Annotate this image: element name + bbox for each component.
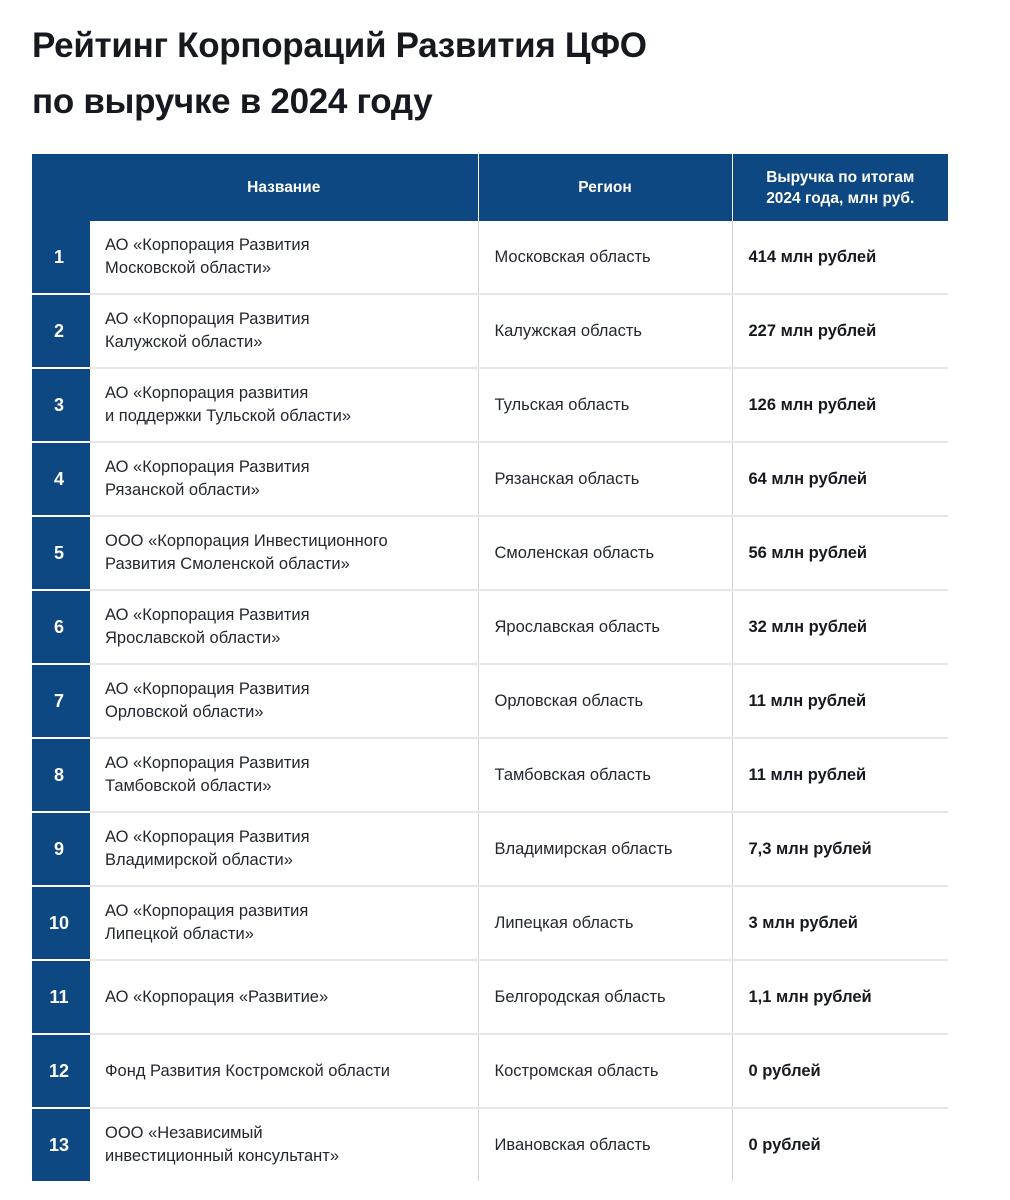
header-region: Регион [478,154,732,221]
name-cell [90,960,478,1034]
region-cell: Калужская область [478,294,732,368]
name-cell [90,294,478,368]
revenue-cell: 7,3 млн рублей [732,812,948,886]
header-revenue-line-1: Выручка по итогам [766,168,915,186]
rank-cell: 2 [32,294,90,368]
rank-cell: 11 [32,960,90,1034]
name-line-1: ООО «Независимый [105,1124,263,1142]
name-line-1: АО «Корпорация развития [105,902,309,920]
name-line-2: Рязанской области» [105,481,260,499]
name-line-1: АО «Корпорация Развития [105,310,310,328]
header-revenue [732,154,948,221]
revenue-cell: 32 млн рублей [732,590,948,664]
table-row [32,1108,948,1181]
name-line-1: АО «Корпорация Развития [105,236,310,254]
revenue-cell: 126 млн рублей [732,368,948,442]
revenue-cell: 56 млн рублей [732,516,948,590]
region-cell: Московская область [478,221,732,294]
table-header-row [32,154,948,221]
revenue-cell: 64 млн рублей [732,442,948,516]
name-cell [90,221,478,294]
region-cell: Владимирская область [478,812,732,886]
name-line-1: АО «Корпорация Развития [105,828,310,846]
page-title-line-2: по выручке в 2024 году [32,82,433,121]
table-row [32,221,948,294]
table-header [32,154,948,221]
revenue-cell: 227 млн рублей [732,294,948,368]
name-line-1: АО «Корпорация «Развитие» [105,987,329,1006]
region-cell: Тамбовская область [478,738,732,812]
rank-cell: 1 [32,221,90,294]
rank-cell: 3 [32,368,90,442]
table-row [32,442,948,516]
rank-cell: 13 [32,1108,90,1181]
rank-cell: 4 [32,442,90,516]
header-rank [32,154,90,221]
name-line-1: ООО «Корпорация Инвестиционного [105,532,388,550]
table-row [32,1034,948,1108]
revenue-cell: 0 рублей [748,1135,821,1154]
region-cell: Ивановская область [478,1108,732,1181]
revenue-cell: 3 млн рублей [732,886,948,960]
name-line-2: Калужской области» [105,333,263,351]
name-cell [90,886,478,960]
name-line-2: Орловской области» [105,703,264,721]
revenue-cell: 11 млн рублей [732,664,948,738]
name-line-1: АО «Корпорация развития [105,384,309,402]
header-name: Название [90,154,478,221]
rank-cell: 9 [32,812,90,886]
region-cell: Костромская область [478,1034,732,1108]
revenue-cell: 0 рублей [732,1034,948,1108]
region-cell: Орловская область [478,664,732,738]
name-cell [90,664,478,738]
name-line-2: Липецкой области» [105,925,254,943]
name-cell [90,442,478,516]
name-line-2: Владимирской области» [105,851,293,869]
page-title [32,18,972,130]
revenue-cell: 1,1 млн рублей [732,960,948,1034]
page-title-line-1: Рейтинг Корпораций Развития ЦФО [32,26,647,65]
name-line-2: Московской области» [105,259,272,277]
table-row [32,590,948,664]
name-line-1: АО «Корпорация Развития [105,606,310,624]
rank-cell: 8 [32,738,90,812]
name-line-2: Тамбовской области» [105,777,272,795]
region-cell: Тульская область [478,368,732,442]
table-row [32,294,948,368]
table-body [32,221,948,1181]
name-line-1: АО «Корпорация Развития [105,680,310,698]
name-cell [90,368,478,442]
region-cell: Белгородская область [478,960,732,1034]
name-line-1: Фонд Развития Костромской области [105,1061,390,1080]
rank-cell: 6 [32,590,90,664]
revenue-cell: 11 млн рублей [732,738,948,812]
name-cell [90,590,478,664]
region-cell: Смоленская область [478,516,732,590]
name-cell [90,812,478,886]
name-cell [90,516,478,590]
name-line-2: Ярославской области» [105,629,281,647]
region-cell: Рязанская область [478,442,732,516]
revenue-cell: 414 млн рублей [732,221,948,294]
name-cell [90,738,478,812]
region-cell: Липецкая область [478,886,732,960]
table-row [32,886,948,960]
table-row [32,738,948,812]
name-cell [90,1108,478,1181]
table-row [32,812,948,886]
table-row [32,960,948,1034]
rank-cell: 7 [32,664,90,738]
rating-table [32,154,948,1181]
name-line-2: Развития Смоленской области» [105,555,350,573]
name-line-2: и поддержки Тульской области» [105,407,352,425]
name-line-2: инвестиционный консультант» [105,1147,339,1165]
rank-cell: 12 [32,1034,90,1108]
name-line-1: АО «Корпорация Развития [105,754,310,772]
name-line-1: АО «Корпорация Развития [105,458,310,476]
region-cell: Ярославская область [478,590,732,664]
rank-cell: 10 [32,886,90,960]
table-row [32,516,948,590]
table-row [32,368,948,442]
header-revenue-line-2: 2024 года, млн руб. [766,189,915,207]
rank-cell: 5 [32,516,90,590]
table-row [32,664,948,738]
name-cell [90,1034,478,1108]
